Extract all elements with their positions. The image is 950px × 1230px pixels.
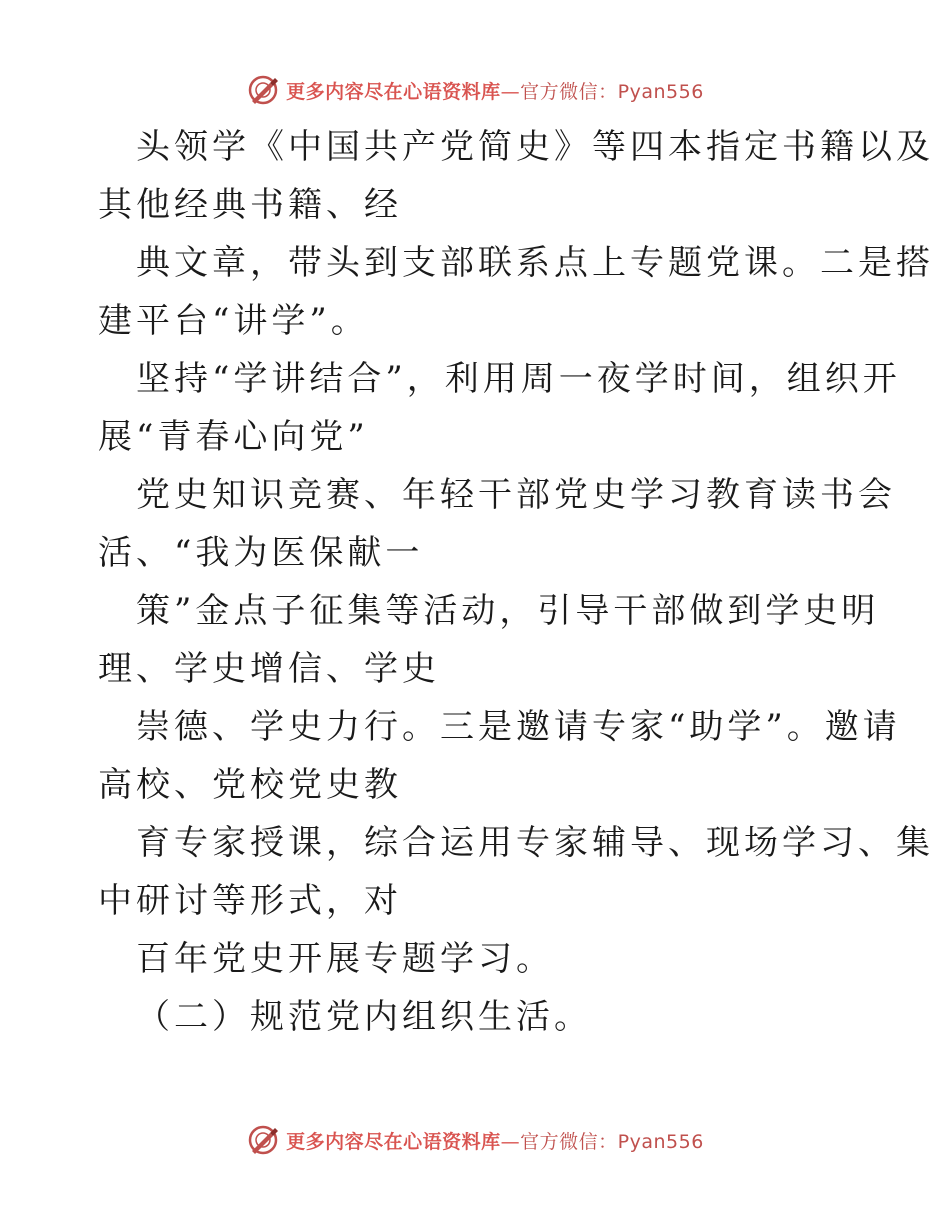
text-line: 典文章，带头到支部联系点上专题党课。二是搭 [136,243,934,283]
watermark-separator: — [500,80,521,103]
text-line: 头领学《中国共产党简史》等四本指定书籍以及 [136,127,934,167]
watermark-text [286,1127,704,1154]
text-line: 理、学史增信、学史 [98,649,440,689]
text-line: 其他经典书籍、经 [98,185,402,225]
text-line: 育专家授课，综合运用专家辅导、现场学习、集 [136,823,934,863]
text-line: 坚持“学讲结合”，利用周一夜学时间，组织开 [136,359,901,399]
text-line: 百年党史开展专题学习。 [136,939,554,979]
pen-logo-icon [246,1123,280,1157]
watermark-separator: — [500,1130,521,1153]
text-line: 高校、党校党史教 [98,765,402,805]
text-line: 党史知识竞赛、年轻干部党史学习教育读书会 [136,475,896,515]
text-line: 建平台“讲学”。 [98,301,369,341]
text-line: 策”金点子征集等活动，引导干部做到学史明 [136,591,880,631]
pen-logo-icon [246,73,280,107]
text-line: 活、“我为医保献一 [98,533,424,573]
watermark-sub: 官方微信：Pyan556 [520,80,704,103]
footer-watermark [0,1122,950,1158]
watermark-text [286,77,704,104]
watermark-main: 更多内容尽在心语资料库 [286,1130,501,1153]
text-line: 展“青春心向党” [98,417,369,457]
document-body [98,118,934,1046]
section-heading: （二）规范党内组织生活。 [136,997,592,1037]
text-line: 中研讨等形式，对 [98,881,402,921]
header-watermark [0,72,950,108]
text-line: 崇德、学史力行。三是邀请专家“助学”。邀请 [136,707,901,747]
watermark-main: 更多内容尽在心语资料库 [286,80,501,103]
watermark-sub: 官方微信：Pyan556 [520,1130,704,1153]
